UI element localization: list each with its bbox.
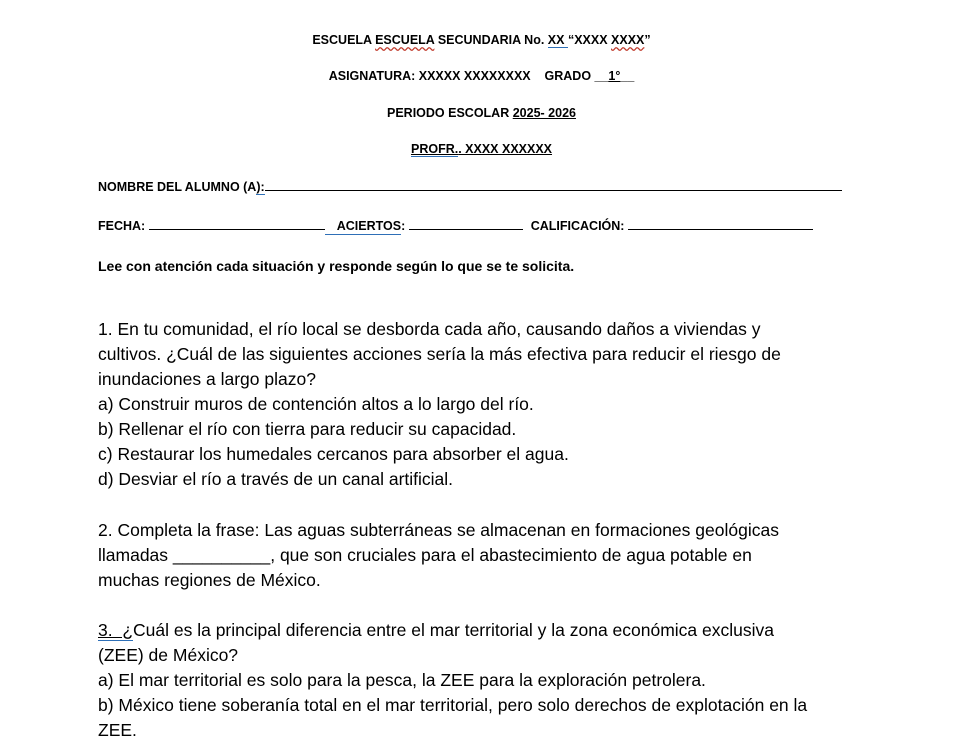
school-number: XX <box>547 33 568 47</box>
question-1 <box>98 317 873 492</box>
teacher-line <box>0 141 963 157</box>
student-name-label: NOMBRE DEL ALUMNO (A <box>98 180 257 194</box>
question-2-line-2: llamadas __________, que son cruciales para el abastecimiento de agua potable en <box>98 545 752 565</box>
question-3-option-b: b) México tiene soberanía total en el mar territorial, pero solo derechos de explotación en la <box>98 695 808 715</box>
period-label: PERIODO ESCOLAR <box>387 106 513 120</box>
student-name-row <box>98 178 842 195</box>
question-2-line-1: 2. Completa la frase: Las aguas subterráneas se almacenan en formaciones geológicas <box>98 520 779 540</box>
school-name-part2: XXXX <box>611 33 645 47</box>
question-3-line-2: (ZEE) de México? <box>98 645 239 665</box>
school-period <box>0 105 963 121</box>
grade-end: __ <box>620 69 635 83</box>
period-value: 2025- 2026 <box>512 106 576 120</box>
question-1-line-3: inundaciones a largo plazo? <box>98 369 316 389</box>
school-prefix: ESCUELA <box>312 33 376 47</box>
grade-value: 1° <box>608 69 621 83</box>
correct-answers-field[interactable] <box>409 217 523 230</box>
instructions: Lee con atención cada situación y responde según lo que se te solicita. <box>98 258 575 274</box>
question-3-line-1 <box>98 618 873 643</box>
question-2-line-3: muchas regiones de México. <box>98 570 321 590</box>
school-mid: SECUNDARIA No. <box>434 33 548 47</box>
question-1-option-c: c) Restaurar los humedales cercanos para absorber el agua. <box>98 444 569 464</box>
student-name-label-end: ): <box>256 180 265 194</box>
date-label: FECHA: <box>98 219 149 233</box>
question-3-option-a: a) El mar territorial es solo para la pesca, la ZEE para la exploración petrolera. <box>98 670 706 690</box>
question-1-line-1: 1. En tu comunidad, el río local se desborda cada año, causando daños a viviendas y <box>98 319 761 339</box>
school-name-part1: “XXXX <box>567 33 612 47</box>
teacher-name: . XXXX XXXXXX <box>458 142 553 156</box>
teacher-label: PROFR. <box>410 142 459 156</box>
school-name-end: ” <box>644 33 651 47</box>
question-2 <box>98 518 873 593</box>
school-word: ESCUELA <box>375 33 435 47</box>
subject-label: ASIGNATURA: XXXXX XXXXXXXX GRADO __ <box>328 69 609 83</box>
question-3-line-1-text: Cuál es la principal diferencia entre el mar territorial y la zona económica exclusiva <box>133 620 775 640</box>
question-1-line-2: cultivos. ¿Cuál de las siguientes acciones sería la más efectiva para reducir el riesgo de <box>98 344 781 364</box>
date-field-gap <box>311 217 325 230</box>
student-name-field[interactable] <box>265 178 842 191</box>
question-1-option-b: b) Rellenar el río con tierra para reducir su capacidad. <box>98 419 517 439</box>
date-field[interactable] <box>149 217 311 230</box>
question-1-option-d: d) Desviar el río a través de un canal artificial. <box>98 469 454 489</box>
correct-answers-label: ACIERTOS <box>325 218 401 235</box>
subject-line <box>0 68 963 84</box>
grade-label: CALIFICACIÓN: <box>530 219 628 233</box>
school-name <box>0 32 963 48</box>
correct-answers-colon: : <box>401 219 409 233</box>
question-1-option-a: a) Construir muros de contención altos a lo largo del río. <box>98 394 534 414</box>
question-3 <box>98 618 873 743</box>
grade-field[interactable] <box>628 217 813 230</box>
score-row <box>98 217 813 235</box>
question-3-number: 3. ¿ <box>98 620 134 640</box>
question-3-option-b-cont: ZEE. <box>98 720 137 740</box>
